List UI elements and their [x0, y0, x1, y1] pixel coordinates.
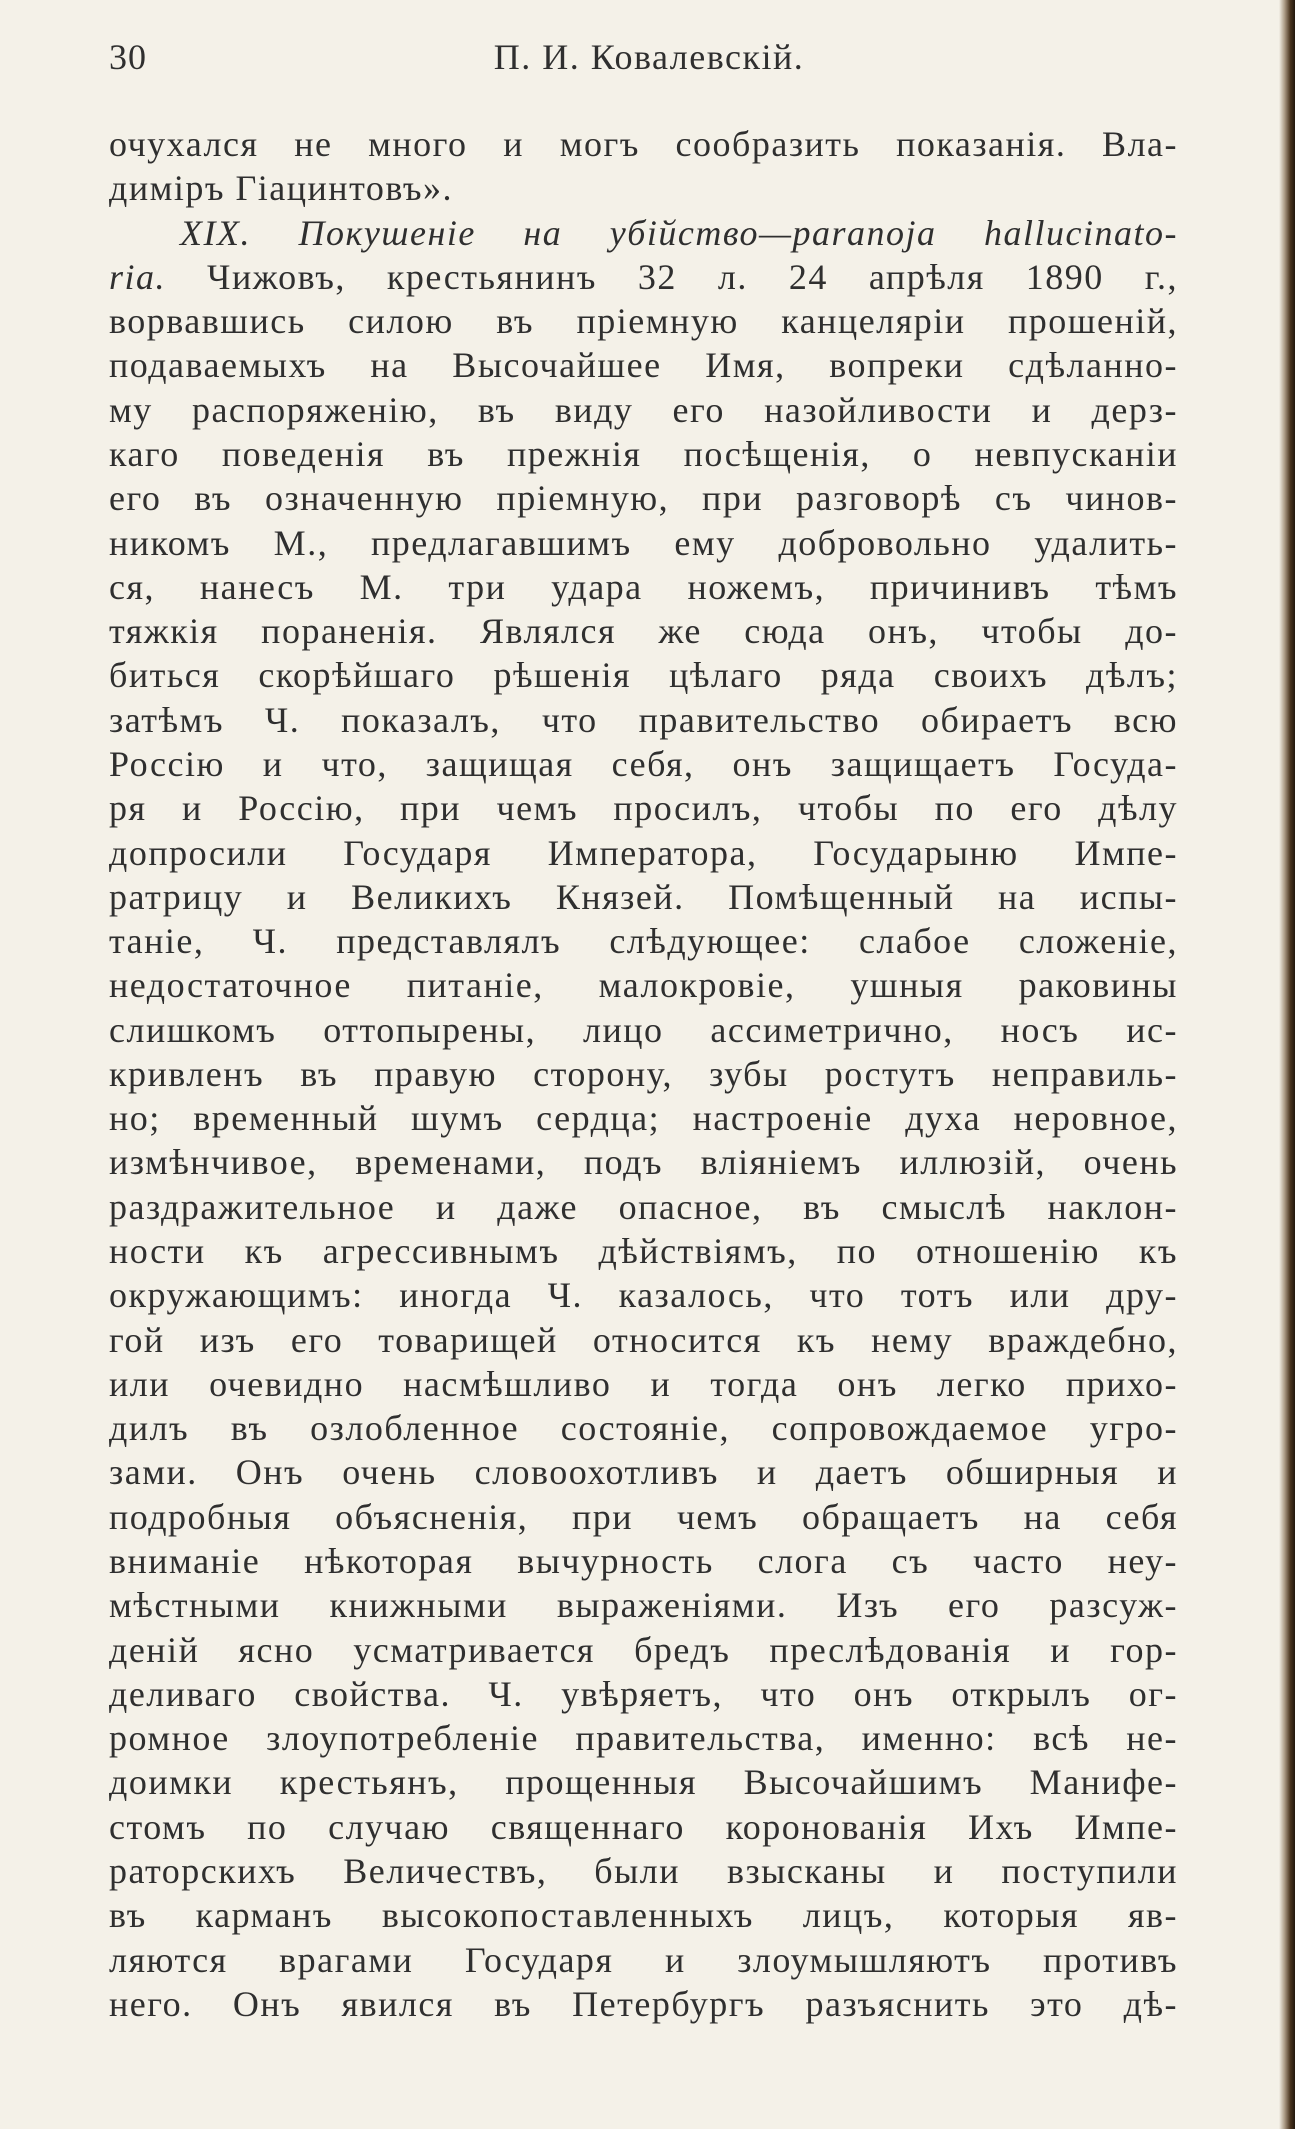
text-line: ляются врагами Государя и злоумышляютъ противъ: [109, 1939, 1178, 1980]
text-line: вниманіе нѣкоторая вычурность слога съ часто неу-: [109, 1541, 1178, 1581]
text-line: раздражительное и даже опасное, въ смыслѣ наклон-: [109, 1186, 1178, 1227]
case-heading: [109, 211, 1178, 255]
running-title: П. И. Ковалевскій.: [493, 37, 805, 77]
text-line: гой изъ его товарищей относится къ нему враждебно,: [109, 1319, 1178, 1360]
page-edge-shadow: [1279, 0, 1295, 2129]
text-line: ря и Россію, при чемъ просилъ, чтобы по его дѣлу: [109, 788, 1178, 829]
case-first-line: Чижовъ, крестьянинъ 32 л. 24 апрѣля 1890 г.,: [207, 256, 1178, 297]
text-line: допросили Государя Императора, Государыню Импе-: [109, 832, 1178, 873]
case-title-end: ria.: [109, 256, 167, 297]
text-line: тяжкія пораненія. Являлся же сюда онъ, чтобы до-: [109, 611, 1178, 652]
text-line: мѣстными книжными выраженіями. Изъ его разсуж-: [109, 1585, 1178, 1626]
text-line: подаваемыхъ на Высочайшее Имя, вопреки сдѣланно-: [109, 345, 1178, 386]
text-line: каго поведенія въ прежнія посѣщенія, о невпусканіи: [109, 433, 1178, 474]
text-line: недостаточное питаніе, малокровіе, ушныя раковины: [109, 965, 1178, 1006]
text-line: окружающимъ: иногда Ч. казалось, что тотъ или дру-: [109, 1275, 1178, 1316]
text-line: него. Онъ явился въ Петербургъ разъяснить это дѣ-: [109, 1983, 1178, 2024]
page-number: 30: [109, 37, 147, 77]
text-line: диміръ Гіацинтовъ».: [109, 168, 454, 209]
text-line: дилъ въ озлобленное состояніе, сопровождаемое угро-: [109, 1408, 1178, 1449]
text-line: слишкомъ оттопырены, лицо ассиметрично, носъ ис-: [109, 1009, 1178, 1050]
text-line: биться скорѣйшаго рѣшенія цѣлаго ряда своихъ дѣлъ;: [109, 655, 1178, 696]
text-line: измѣнчивое, временами, подъ вліяніемъ иллюзій, очень: [109, 1142, 1178, 1183]
text-line: ся, нанесъ М. три удара ножемъ, причинивъ тѣмъ: [109, 566, 1178, 607]
text-line: или очевидно насмѣшливо и тогда онъ легко прихо-: [109, 1363, 1178, 1404]
text-line: му распоряженію, въ виду его назойливости и дерз-: [109, 389, 1178, 430]
page-header: [0, 35, 1295, 79]
text-line: [109, 255, 1178, 299]
case-title: Покушеніе на убійство—paranoja hallucinato-: [298, 212, 1178, 253]
text-line: таніе, Ч. представлялъ слѣдующее: слабое сложеніе,: [109, 921, 1178, 962]
text-line: деливаго свойства. Ч. увѣряетъ, что онъ открылъ ог-: [109, 1673, 1178, 1714]
text-line: ратрицу и Великихъ Князей. Помѣщенный на испы-: [109, 876, 1178, 917]
text-line: никомъ М., предлагавшимъ ему добровольно удалить-: [109, 522, 1178, 563]
text-line: кривленъ въ правую сторону, зубы ростутъ неправиль-: [109, 1053, 1178, 1094]
text-line: зами. Онъ очень словоохотливъ и даетъ обширныя и: [109, 1452, 1178, 1493]
text-line: очухался не много и могъ сообразить показанія. Вла-: [109, 124, 1178, 164]
text-line: его въ означенную пріемную, при разговорѣ съ чинов-: [109, 478, 1178, 519]
text-line: въ карманъ высокопоставленныхъ лицъ, которыя яв-: [109, 1895, 1178, 1936]
text-line: ности къ агрессивнымъ дѣйствіямъ, по отношенію къ: [109, 1231, 1178, 1272]
text-line: ворвавшись силою въ пріемную канцеляріи прошеній,: [109, 301, 1178, 342]
text-line: доимки крестьянъ, прощенныя Высочайшимъ Манифе-: [109, 1762, 1178, 1803]
text-block: [109, 122, 1178, 2026]
text-line: раторскихъ Величествъ, были взысканы и поступили: [109, 1850, 1178, 1891]
text-line: но; временный шумъ сердца; настроеніе духа неровное,: [109, 1098, 1178, 1139]
text-line: ромное злоупотребленіе правительства, именно: всѣ не-: [109, 1718, 1178, 1759]
text-line: стомъ по случаю священнаго коронованія Ихъ Импе-: [109, 1806, 1178, 1847]
text-line: Россію и что, защищая себя, онъ защищаетъ Госуда-: [109, 743, 1178, 784]
text-line: затѣмъ Ч. показалъ, что правительство обираетъ всю: [109, 699, 1178, 740]
case-number: XIX.: [180, 212, 251, 253]
text-line: деній ясно усматривается бредъ преслѣдованія и гор-: [109, 1629, 1178, 1670]
text-line: подробныя объясненія, при чемъ обращаетъ на себя: [109, 1496, 1178, 1537]
